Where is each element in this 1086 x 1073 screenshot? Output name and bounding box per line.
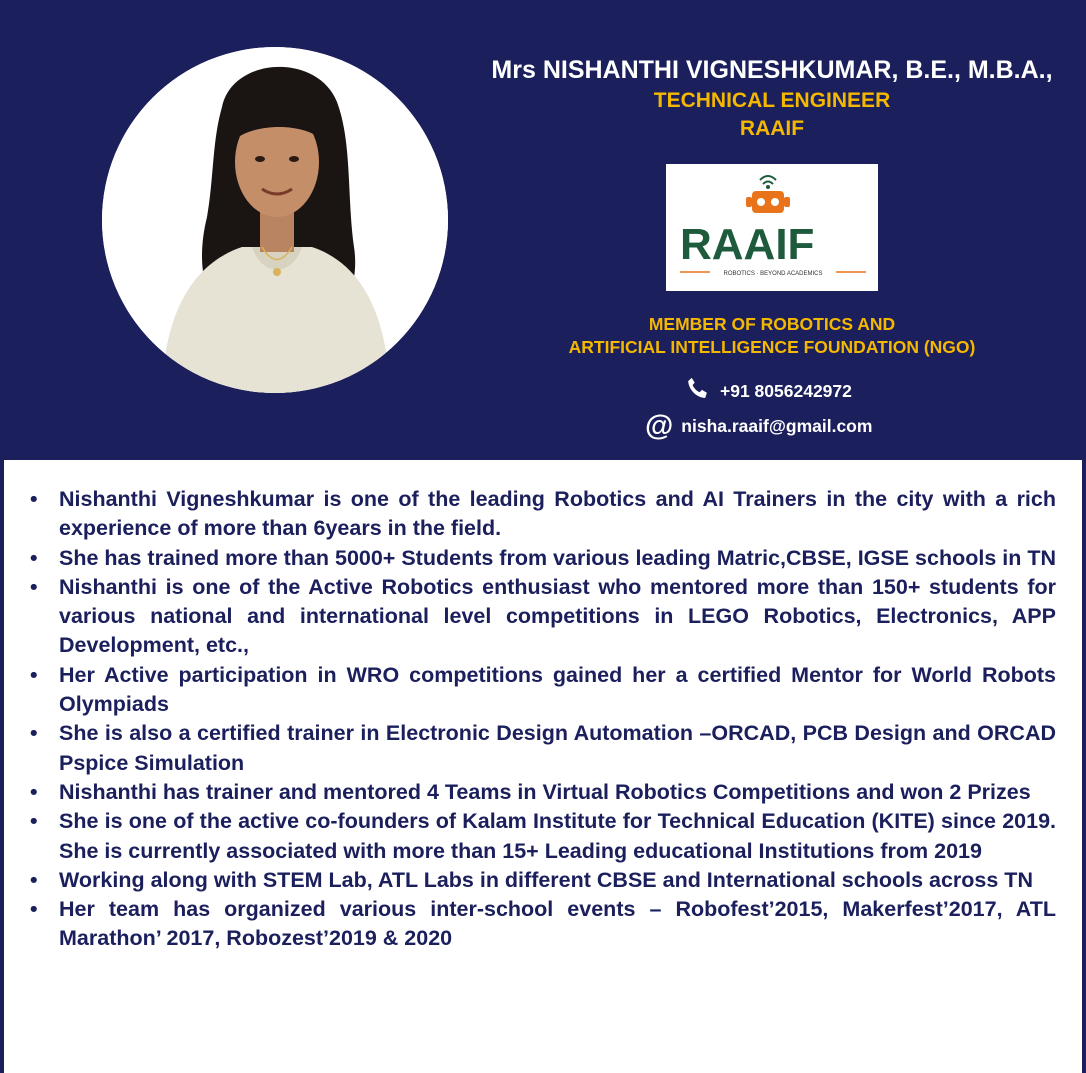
email-address[interactable]: nisha.raaif@gmail.com	[681, 416, 873, 436]
bullet-icon: •	[30, 779, 38, 804]
portrait-illustration	[102, 47, 448, 393]
list-item: • She has trained more than 5000+ Students from various leading Matric,CBSE, IGSE schools in TN	[30, 544, 1056, 573]
membership-line-2: ARTIFICIAL INTELLIGENCE FOUNDATION (NGO)	[568, 337, 976, 357]
list-item: • Nishanthi is one of the Active Robotics enthusiast who mentored more than 150+ students for various national and international level competitions in LEGO Robotics, Electronics, APP Development, etc.,	[30, 574, 1056, 658]
job-title: TECHNICAL ENGINEER	[653, 89, 891, 112]
bullet-icon: •	[30, 809, 38, 834]
logo-text: RAAIF	[680, 220, 815, 269]
list-item: • She is also a certified trainer in Electronic Design Automation –ORCAD, PCB Design and ORCAD Pspice Simulation	[30, 721, 1056, 775]
bullet-icon: •	[30, 662, 38, 687]
list-item: • Her team has organized various inter-school events – Robofest’2015, Makerfest’2017, ATL Marathon’ 2017, Robozest’2019 & 2020	[30, 897, 1056, 951]
bullet-icon: •	[30, 574, 38, 599]
phone-icon	[684, 375, 712, 408]
bullet-icon: •	[30, 721, 38, 746]
bullet-icon: •	[30, 487, 38, 511]
list-item: • Nishanthi Vigneshkumar is one of the leading Robotics and AI Trainers in the city with a rich experience of more than 6years in the field.	[30, 487, 1056, 541]
phone-number: +91 8056242972	[720, 381, 852, 401]
email-contact	[645, 412, 872, 441]
bio-content	[4, 460, 1082, 1073]
profile-header	[0, 0, 1086, 460]
at-icon: @	[645, 410, 674, 442]
list-item: • She is one of the active co-founders of Kalam Institute for Technical Education (KITE) since 2019. She is currently associated with more than 15+ Leading educational Institutions from 2019	[30, 809, 1056, 863]
phone-contact	[684, 375, 852, 408]
profile-name: Mrs NISHANTHI VIGNESHKUMAR, B.E., M.B.A.,	[491, 56, 1053, 84]
membership-line-1: MEMBER OF ROBOTICS AND	[648, 314, 896, 334]
profile-photo	[102, 47, 448, 393]
list-item: • Her Active participation in WRO competitions gained her a certified Mentor for World Robots Olympiads	[30, 662, 1056, 717]
bio-bullet-list	[30, 485, 1056, 954]
list-item: • Nishanthi has trainer and mentored 4 Teams in Virtual Robotics Competitions and won 2 Prizes	[30, 778, 1056, 807]
list-item: • Working along with STEM Lab, ATL Labs in different CBSE and International schools across TN	[30, 866, 1056, 895]
bullet-icon: •	[30, 545, 38, 570]
organization-name: RAAIF	[739, 117, 805, 140]
logo-tagline: ROBOTICS · BEYOND ACADEMICS	[723, 271, 823, 277]
bullet-icon: •	[30, 867, 38, 892]
bullet-icon: •	[30, 897, 38, 922]
raaif-logo	[666, 164, 878, 291]
